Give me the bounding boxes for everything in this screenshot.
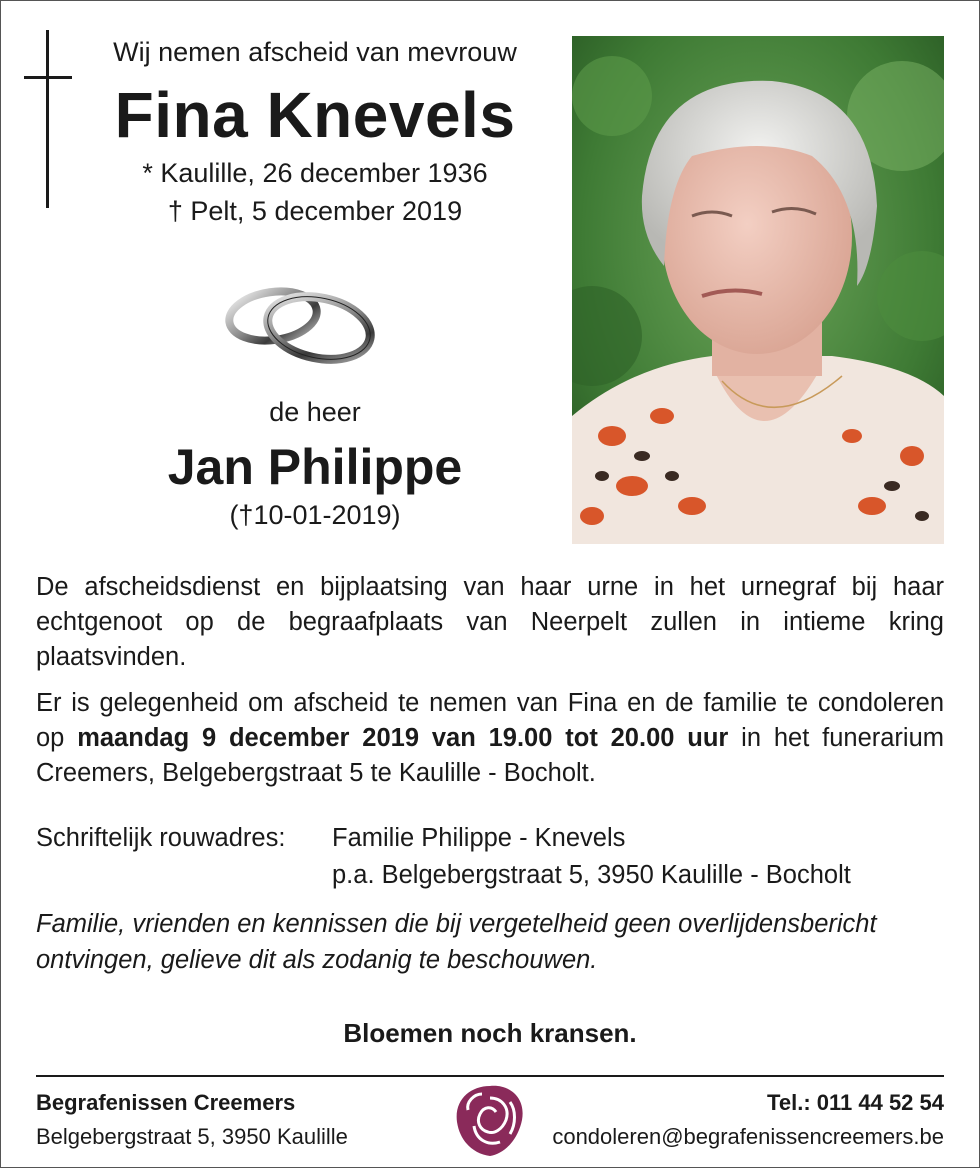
spouse-title: de heer (269, 397, 361, 427)
condolence-text-end: in het funerarium Creemers, Belgebergstraat 5 te Kaulille - Bocholt. (36, 724, 945, 787)
intro-text: Wij nemen afscheid van mevrouw (113, 37, 517, 67)
deceased-header (60, 34, 570, 230)
spouse-name: Jan Philippe (167, 439, 463, 495)
birth-date: * Kaulille, 26 december 1936 (142, 158, 488, 188)
notice-disclaimer: Familie, vrienden en kennissen die bij vergetelheid geen overlijdensbericht ontvingen, gelieve dit als zodanig te beschouwen. (36, 910, 877, 974)
rose-logo-icon (452, 1080, 528, 1160)
address-line-1: Familie Philippe - Knevels (332, 824, 626, 852)
address-line-2: p.a. Belgebergstraat 5, 3950 Kaulille - Bocholt (332, 861, 851, 889)
death-date: † Pelt, 5 december 2019 (167, 196, 463, 226)
spouse-death-date: (†10-01-2019) (229, 500, 401, 530)
deceased-name: Fina Knevels (114, 79, 516, 151)
ceremony-paragraph: De afscheidsdienst en bijplaatsing van haar urne in het urnegraf bij haar echtgenoot op de begraafplaats van Neerpelt zullen in intieme kring plaatsvinden. (36, 573, 944, 671)
company-name: Begrafenissen Creemers (36, 1090, 296, 1115)
ceremony-text (36, 570, 944, 802)
spouse-block (60, 392, 570, 532)
condolence-paragraph (36, 686, 944, 791)
wedding-rings-icon (225, 282, 375, 372)
company-address: Belgebergstraat 5, 3950 Kaulille (36, 1124, 348, 1149)
condolence-datetime: maandag 9 december 2019 van 19.00 tot 20.00 uur (77, 724, 729, 752)
address-label: Schriftelijk rouwadres: (36, 824, 286, 852)
footer-divider (36, 1075, 944, 1077)
portrait-photo (572, 36, 944, 544)
company-email[interactable]: condoleren@begrafenissencreemers.be (552, 1124, 944, 1149)
condolence-text-start: Er is gelegenheid om afscheid te nemen van Fina en de familie te condoleren op (36, 689, 944, 752)
no-flowers-note: Bloemen noch kransen. (343, 1018, 637, 1048)
company-phone: Tel.: 011 44 52 54 (767, 1090, 944, 1115)
